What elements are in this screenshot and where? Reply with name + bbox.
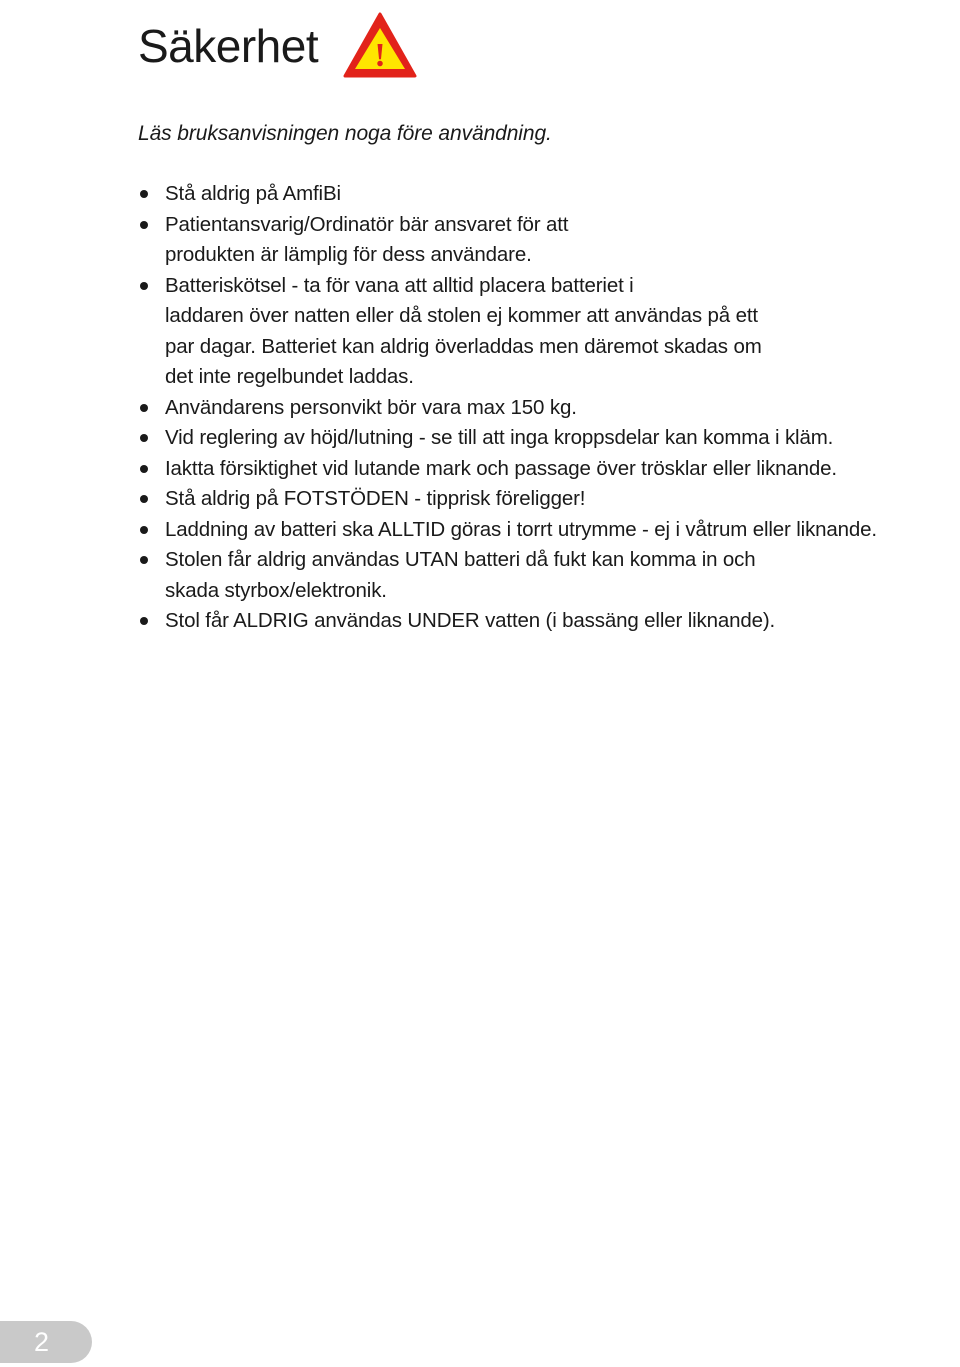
list-item <box>138 515 960 546</box>
list-item <box>138 484 960 515</box>
list-item <box>138 271 960 393</box>
list-item-text: Vid reglering av höjd/lutning - se till att inga kroppsdelar kan komma i kläm. <box>165 426 834 449</box>
list-item-text: Iaktta försiktighet vid lutande mark och passage över trösklar eller liknande. <box>165 456 837 480</box>
warning-triangle-icon <box>342 11 418 79</box>
list-item <box>138 210 960 271</box>
list-item <box>138 393 960 424</box>
list-item <box>138 179 960 210</box>
list-item-text: Användarens personvikt bör vara max 150 kg. <box>165 395 577 419</box>
list-item <box>138 454 960 485</box>
bullet-dot-icon <box>140 434 148 442</box>
list-item-text: Stolen får aldrig användas UTAN batteri då fukt kan komma in och skada styrbox/elektronik. <box>165 548 756 602</box>
page-title: Säkerhet <box>138 20 319 72</box>
bullet-dot-icon <box>140 526 148 534</box>
bullet-dot-icon <box>140 465 148 473</box>
list-item-text: Batteriskötsel - ta för vana att alltid placera batteriet i laddaren över natten eller då stolen ej kommer att användas på ett par dagar. Batteriet kan aldrig överladdas men däremot skadas om det inte regelbundet laddas. <box>165 273 762 388</box>
page-number-tab <box>0 1321 92 1363</box>
list-item-text: Stå aldrig på FOTSTÖDEN - tipprisk föreligger! <box>165 487 586 510</box>
list-item <box>138 545 960 606</box>
safety-bullet-list <box>138 179 960 637</box>
bullet-dot-icon <box>140 404 148 412</box>
title-row <box>138 6 418 86</box>
list-item-text: Patientansvarig/Ordinatör bär ansvaret för att produkten är lämplig för dess användare. <box>165 212 569 266</box>
svg-text:!: ! <box>374 37 386 74</box>
bullet-dot-icon <box>140 190 148 198</box>
bullet-dot-icon <box>140 617 148 625</box>
intro-text: Läs bruksanvisningen noga före användning. <box>138 122 552 145</box>
bullet-dot-icon <box>140 282 148 290</box>
list-item <box>138 423 960 454</box>
bullet-dot-icon <box>140 495 148 503</box>
bullet-dot-icon <box>140 221 148 229</box>
list-item-text: Laddning av batteri ska ALLTID göras i torrt utrymme - ej i våtrum eller liknande. <box>165 517 877 541</box>
page-number: 2 <box>34 1327 50 1357</box>
list-item-text: Stå aldrig på AmfiBi <box>165 182 341 205</box>
list-item-text: Stol får ALDRIG användas UNDER vatten (i bassäng eller liknande). <box>165 609 776 632</box>
list-item <box>138 606 960 637</box>
bullet-dot-icon <box>140 556 148 564</box>
